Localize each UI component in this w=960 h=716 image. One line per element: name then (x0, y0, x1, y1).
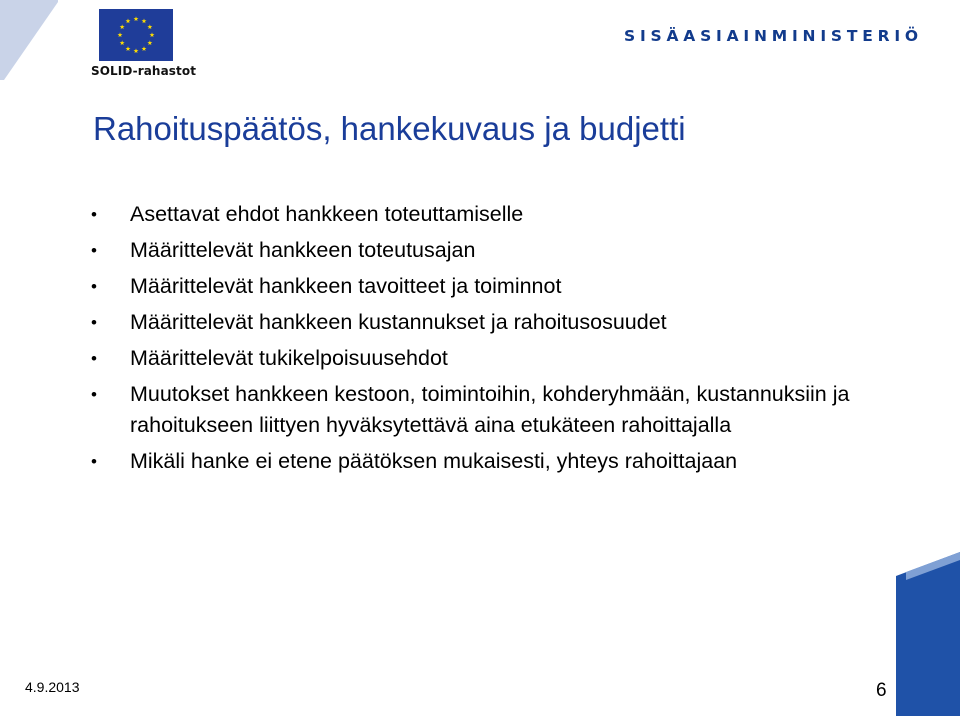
bullet-list (91, 199, 891, 477)
corner-decoration-top (0, 0, 60, 90)
eu-flag-icon (99, 9, 173, 61)
bullet-item: • Määrittelevät hankkeen kustannukset ja rahoitusosuudet (91, 307, 891, 338)
bullet-item: • Määrittelevät tukikelpoisuusehdot (91, 343, 891, 374)
bullet-item: • Mikäli hanke ei etene päätöksen mukaisesti, yhteys rahoittajaan (91, 446, 891, 477)
bullet-item: • Määrittelevät hankkeen tavoitteet ja toiminnot (91, 271, 891, 302)
bullet-item: • Asettavat ehdot hankkeen toteuttamiselle (91, 199, 891, 230)
eu-logo-caption: SOLID-rahastot (91, 64, 197, 78)
page-number: 6 (876, 680, 887, 701)
ministry-name: SISÄASIAINMINISTERIÖ (624, 27, 923, 45)
corner-decoration-bottom (896, 552, 960, 716)
footer-date: 4.9.2013 (25, 679, 80, 695)
slide-title: Rahoituspäätös, hankekuvaus ja budjetti (93, 110, 686, 147)
bullet-item: • Määrittelevät hankkeen toteutusajan (91, 235, 891, 266)
bullet-item: • Muutokset hankkeen kestoon, toimintoihin, kohderyhmään, kustannuksiin ja rahoitukseen liittyen hyväksytettävä aina etukäteen rahoittajalla (91, 379, 891, 441)
